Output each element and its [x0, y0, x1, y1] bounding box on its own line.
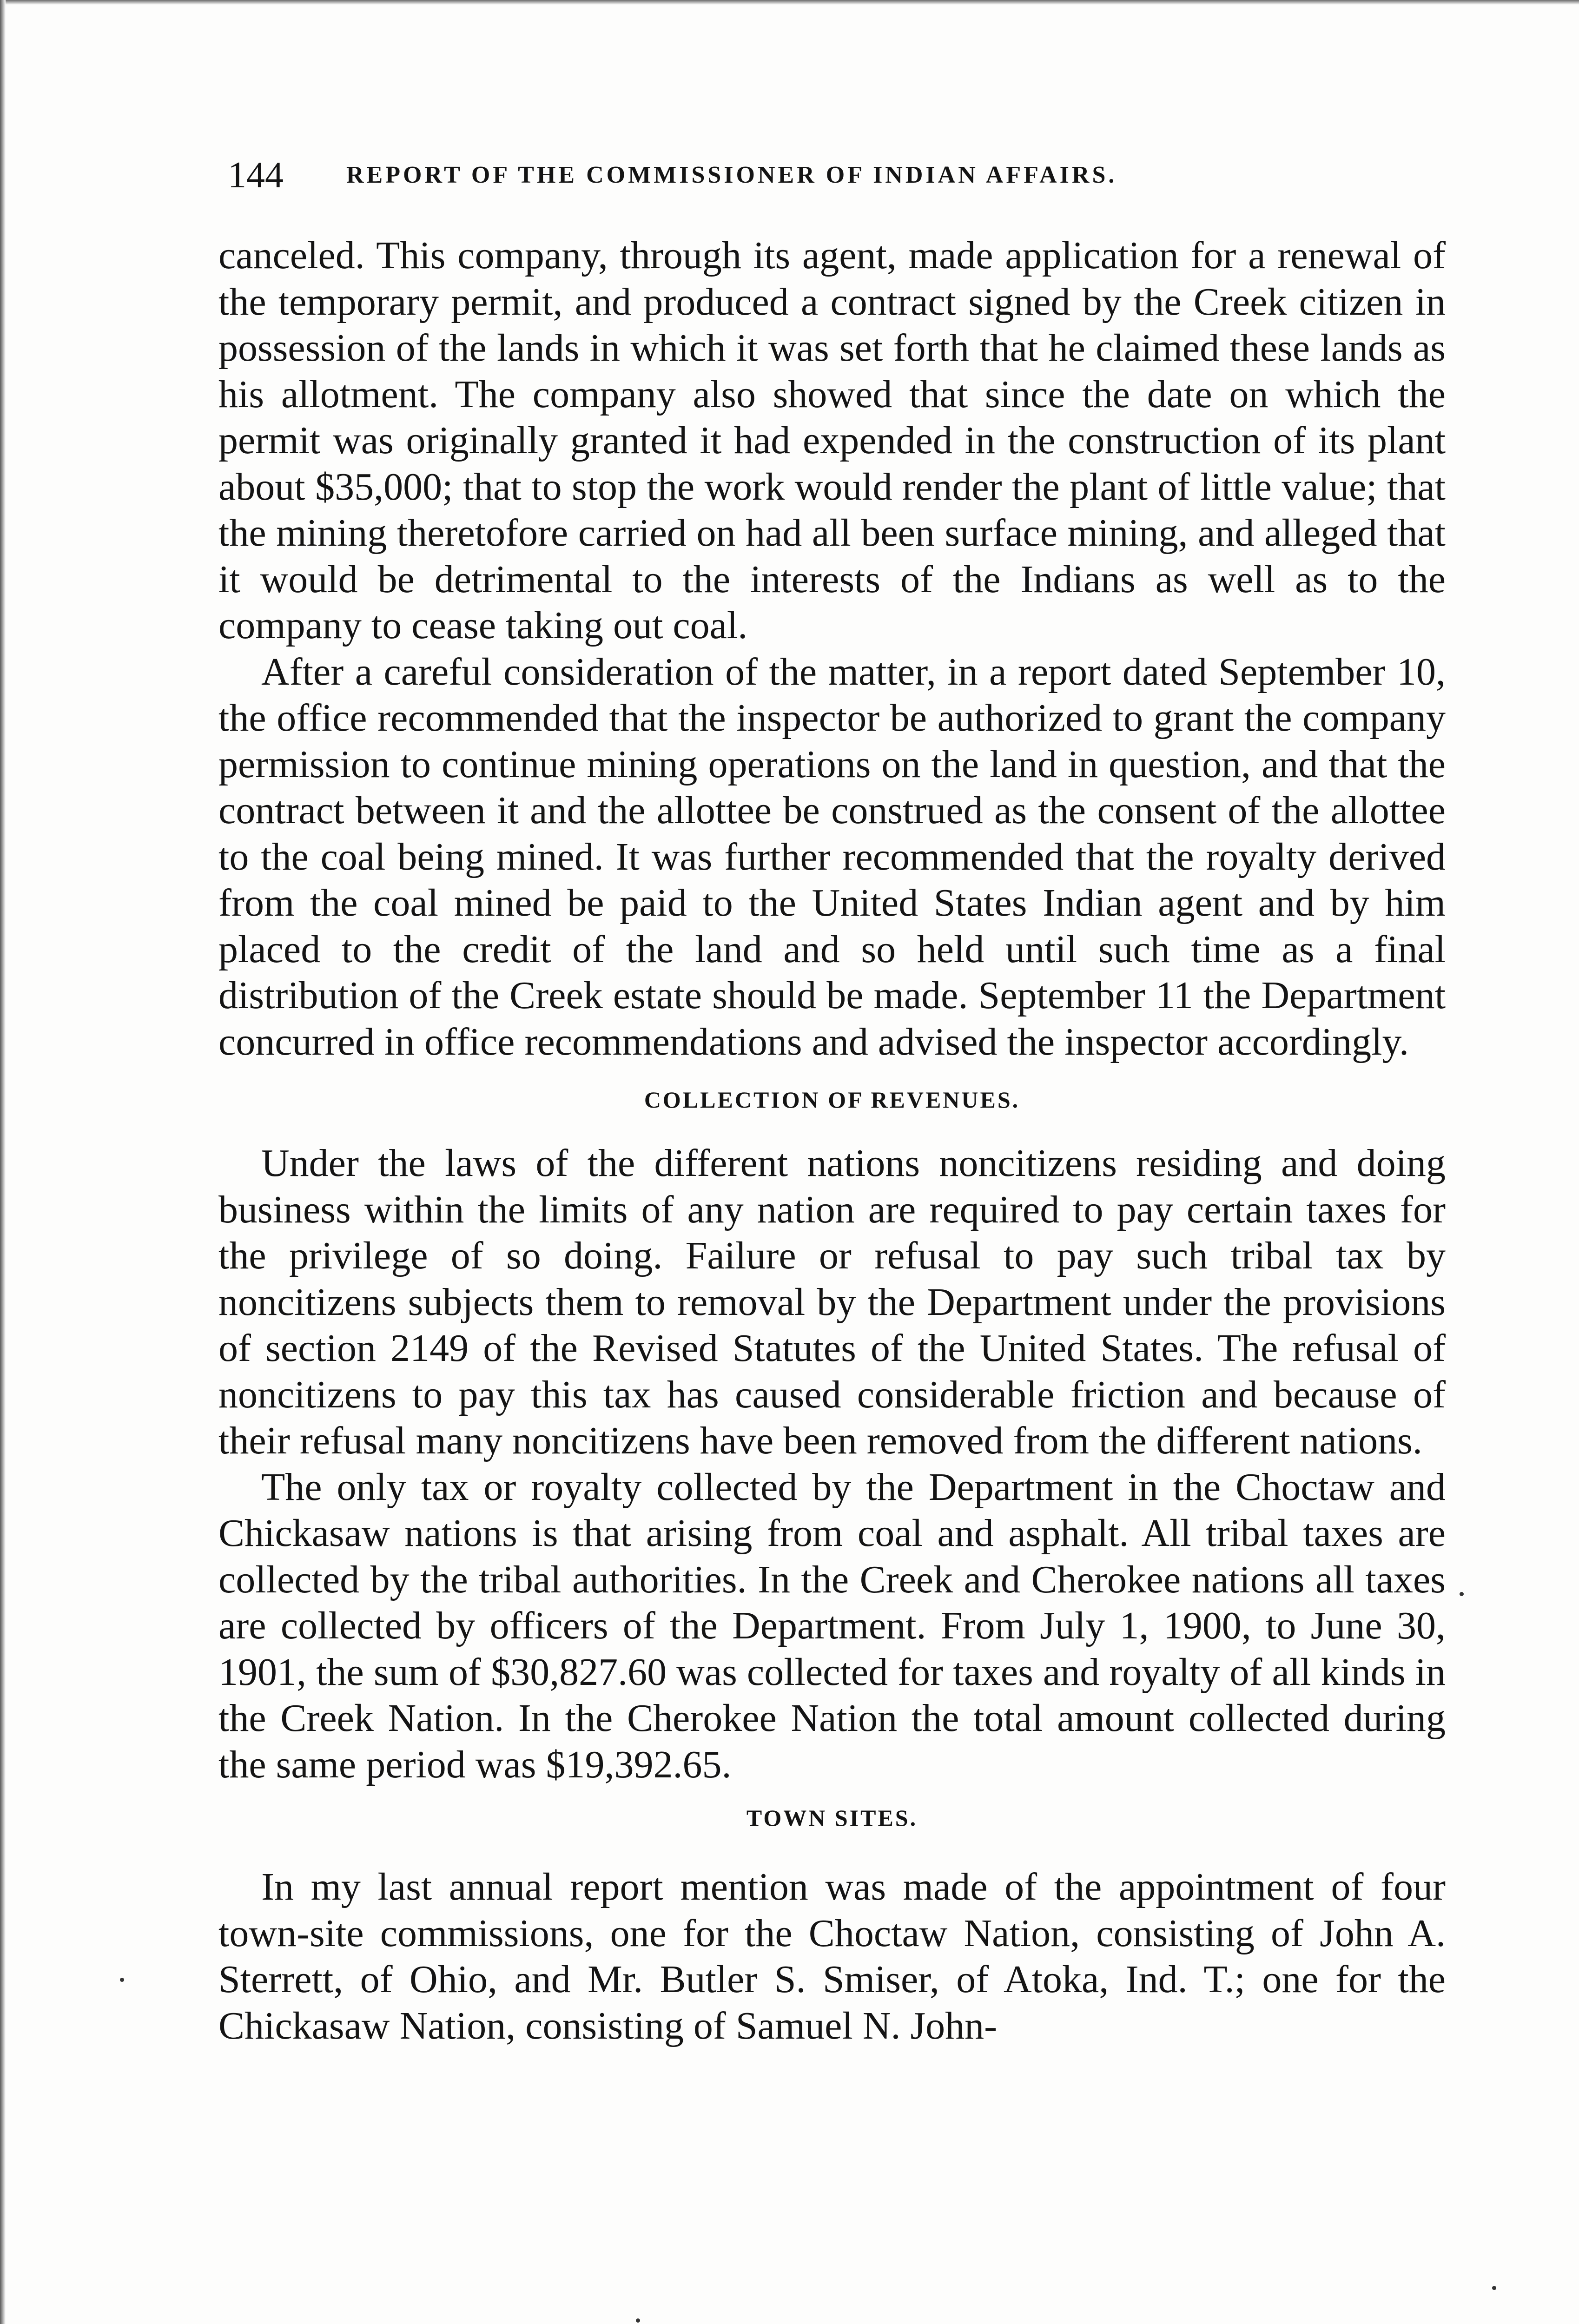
- running-title: REPORT OF THE COMMISSIONER OF INDIAN AFFAIRS.: [346, 162, 1117, 188]
- scan-edge-top: [0, 0, 1579, 5]
- page-body: [218, 232, 1446, 2049]
- paragraph-royalty-collections: The only tax or royalty collected by the Department in the Choctaw and Chickasaw nations is that arising from coal and asphalt. All tribal taxes are collected by the tribal authorities. In the Creek and Cherokee nations all taxes are collected by officers of the Department. From July 1, 1900, to June 30, 1901, the sum of $30,827.60 was collected for taxes and royalty of all kinds in the Creek Nation. In the Cherokee Nation the total amount collected during the same period was $19,392.65.: [218, 1465, 1446, 1786]
- scan-edge-left: [0, 0, 6, 2324]
- scan-speck: [636, 2318, 640, 2323]
- paragraph-continued: canceled. This company, through its agent, made application for a renewal of the temporary permit, and produced a contract signed by the Creek citizen in possession of the lands in which it was set forth that he claimed these lands as his allotment. The company also showed that since the date on which the permit was originally granted it had expended in the construction of its plant about $35,000; that to stop the work would render the plant of little value; that the mining theretofore carried on had all been surface mining, and alleged that it would be detrimental to the interests of the Indians as well as to the company to cease taking out coal.: [218, 234, 1446, 647]
- section-heading-collection-of-revenues: COLLECTION OF REVENUES.: [644, 1087, 1020, 1113]
- page-number: 144: [228, 155, 284, 196]
- paragraph-recommendation: After a careful consideration of the matter, in a report dated September 10, the office recommended that the inspector be authorized to grant the company permission to continue mining operations on the land in question, and that the contract between it and the allottee be construed as the consent of the allottee to the coal being mined. It was further recommended that the royalty derived from the coal mined be paid to the United States Indian agent and by him placed to the credit of the land and so held until such time as a final distribution of the Creek estate should be made. September 11 the Department concurred in office recommendations and advised the inspector accordingly.: [218, 650, 1446, 1063]
- scan-speck: [1492, 2286, 1496, 2290]
- paragraph-tribal-taxes: Under the laws of the different nations noncitizens residing and doing business within the limits of any nation are required to pay certain taxes for the privilege of so doing. Failure or refusal to pay such tribal tax by noncitizens subjects them to removal by the Department under the provisions of section 2149 of the Revised Statutes of the United States. The refusal of noncitizens to pay this tax has caused considerable friction and because of their refusal many noncitizens have been removed from the different nations.: [218, 1142, 1446, 1462]
- paragraph-town-site-commissions: In my last annual report mention was made of the appointment of four town-site commissions, one for the Choctaw Nation, consisting of John A. Sterrett, of Ohio, and Mr. Butler S. Smiser, of Atoka, Ind. T.; one for the Chickasaw Nation, consisting of Samuel N. John-: [218, 1865, 1446, 2047]
- scan-speck: [120, 1978, 124, 1982]
- section-heading-town-sites: TOWN SITES.: [746, 1805, 918, 1831]
- scan-speck: [1460, 1592, 1464, 1596]
- page-header: [228, 150, 1334, 201]
